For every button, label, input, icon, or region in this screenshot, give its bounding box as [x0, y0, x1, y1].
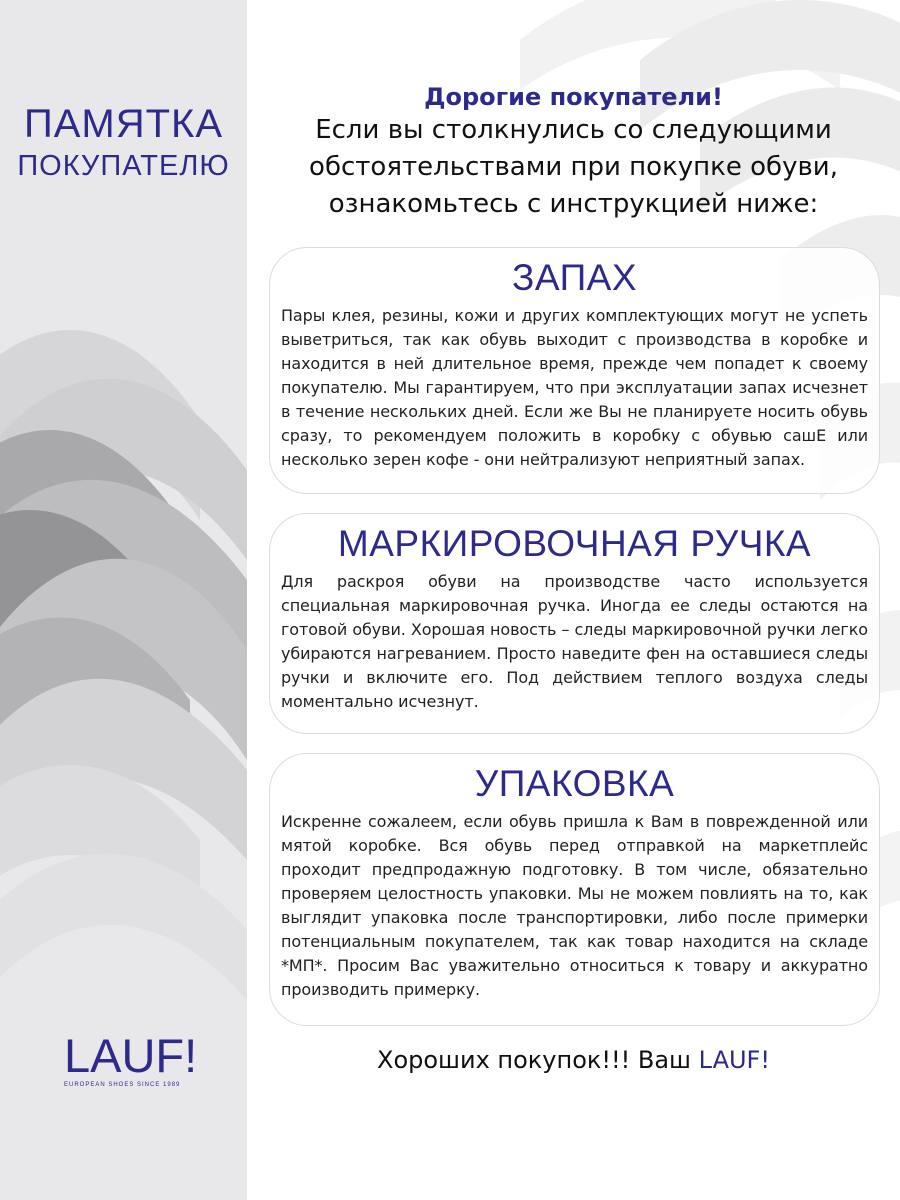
- section-card-packaging: [269, 753, 880, 1026]
- intro-block: [247, 82, 900, 223]
- section-body: Искренне сожалеем, если обувь пришла к Вам в поврежденной или мятой коробке. Вся обувь перед отправкой на маркетплейс проходит предпродажную подготовку. В том числе, обязательно проверяем целостность упаковки. Мы не можем повлиять на то, как выглядит упаковка после транспортировки, либо после примерки потенциальным покупателем, так как товар находится на складе *МП*. Просим Вас уважительно относиться к товару и аккуратно производить примерку.: [281, 812, 868, 999]
- section-title: УПАКОВКА: [474, 763, 675, 804]
- closing-message: [247, 1046, 900, 1074]
- closing-text: Хороших покупок!!! Ваш: [377, 1046, 699, 1074]
- sidebar-title-line2: ПОКУПАТЕЛЮ: [17, 150, 230, 182]
- intro-line: ознакомьтесь с инструкцией ниже:: [328, 189, 819, 219]
- intro-line: обстоятельствами при покупке обуви,: [309, 152, 838, 182]
- section-card-smell: [269, 247, 880, 494]
- intro-greeting: Дорогие покупатели!: [424, 83, 723, 111]
- section-body: Пары клея, резины, кожи и других комплектующих могут не успеть выветриться, так как обувь выходит с производства в коробке и находится в ней длительное время, прежде чем попадет к своему покупателю. Мы гарантируем, что при эксплуатации запах исчезнет в течение нескольких дней. Если же Вы не планируете носить обувь сразу, то рекомендуем положить в коробку с обувью сашЕ или несколько зерен кофе - они нейтрализуют неприятный запах.: [281, 306, 868, 469]
- main-content: [247, 0, 900, 1200]
- sidebar-title-line1: ПАМЯТКА: [23, 102, 224, 146]
- logo-text: LAUF!: [64, 1029, 198, 1082]
- section-body: Для раскроя обуви на производстве часто используется специальная маркировочная ручка. Иногда ее следы остаются на готовой обуви. Хорошая новость – следы маркировочной ручки легко убираются нагреванием. Просто наведите фен на оставшиеся следы ручки и включите его. Под действием теплого воздуха следы моментально исчезнут.: [281, 572, 868, 711]
- section-card-marker-pen: [269, 513, 880, 734]
- section-title: МАРКИРОВОЧНАЯ РУЧКА: [337, 523, 812, 564]
- logo-tagline: EUROPEAN SHOES SINCE 1989: [64, 1082, 181, 1088]
- lauf-logo: [64, 1029, 198, 1088]
- closing-brand: LAUF!: [698, 1046, 770, 1074]
- sidebar: [0, 0, 247, 1200]
- section-title: ЗАПАХ: [511, 257, 638, 298]
- intro-line: Если вы столкнулись со следующими: [315, 115, 832, 145]
